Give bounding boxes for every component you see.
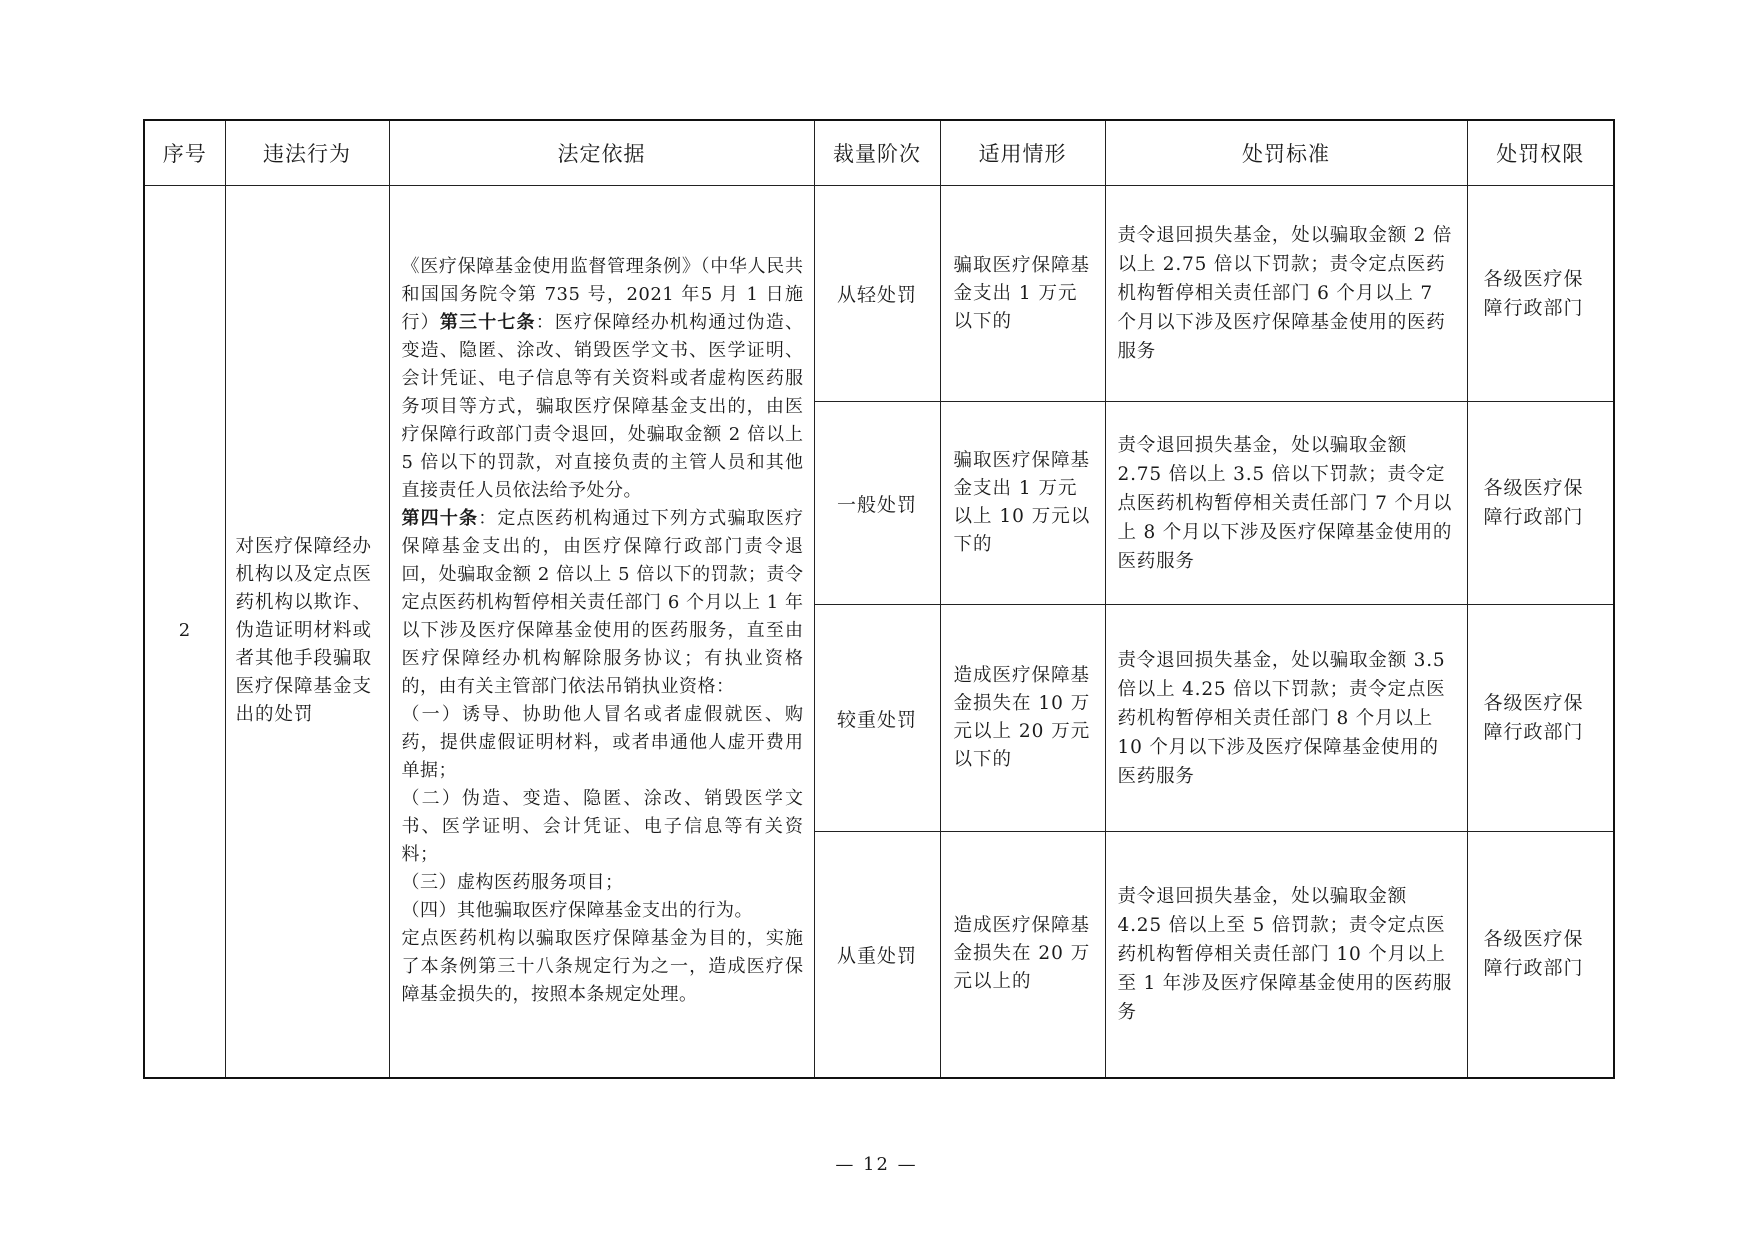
header-seq: 序号	[144, 120, 225, 186]
tier-standard: 责令退回损失基金，处以骗取金额 2.75 倍以上 3.5 倍以下罚款；责令定点医药机构暂停相关责任部门 7 个月以上 8 个月以下涉及医疗保障基金使用的医药服务	[1105, 402, 1467, 605]
tier-authority: 各级医疗保障行政部门	[1467, 605, 1614, 832]
tier-level: 从轻处罚	[814, 186, 940, 402]
article-40-item-4: （四）其他骗取医疗保障基金支出的行为。	[401, 900, 753, 922]
tier-standard: 责令退回损失基金，处以骗取金额 3.5 倍以上 4.25 倍以下罚款；责令定点医药机构暂停相关责任部门 8 个月以上 10 个月以下涉及医疗保障基金使用的医药服务	[1105, 605, 1467, 832]
article-37-title: 第三十七条	[439, 312, 536, 334]
row-seq: 2	[144, 186, 225, 1078]
tier-authority: 各级医疗保障行政部门	[1467, 402, 1614, 605]
page-number: — 12 —	[835, 1154, 918, 1175]
table-header-row	[144, 120, 1614, 186]
header-standard: 处罚标准	[1105, 120, 1467, 186]
header-legal-basis: 法定依据	[389, 120, 814, 186]
tier-condition: 造成医疗保障基金损失在 20 万元以上的	[940, 832, 1105, 1078]
article-40-item-2: （二）伪造、变造、隐匿、涂改、销毁医学文书、医学证明、会计凭证、电子信息等有关资料；	[401, 788, 804, 866]
tier-condition: 骗取医疗保障基金支出 1 万元以上 10 万元以下的	[940, 402, 1105, 605]
article-37-body: ：医疗保障经办机构通过伪造、变造、隐匿、涂改、销毁医学文书、医学证明、会计凭证、电子信息等有关资料或者虚构医药服务项目等方式，骗取医疗保障基金支出的，由医疗保障行政部门责令退回，处骗取金额 2 倍以上 5 倍以下的罚款，对直接负责的主管人员和其他直接责任人员依法给予处分。	[401, 312, 804, 502]
tier-level: 从重处罚	[814, 832, 940, 1078]
header-condition: 适用情形	[940, 120, 1105, 186]
header-authority: 处罚权限	[1467, 120, 1614, 186]
article-40-item-1: （一）诱导、协助他人冒名或者虚假就医、购药，提供虚假证明材料，或者串通他人虚开费用单据；	[401, 704, 804, 782]
legal-basis-text	[402, 253, 804, 1009]
tier-condition: 骗取医疗保障基金支出 1 万元以下的	[940, 186, 1105, 402]
tier-standard: 责令退回损失基金，处以骗取金额 2 倍以上 2.75 倍以下罚款；责令定点医药机构暂停相关责任部门 6 个月以上 7 个月以下涉及医疗保障基金使用的医药服务	[1105, 186, 1467, 402]
tier-authority: 各级医疗保障行政部门	[1467, 186, 1614, 402]
row-violation: 对医疗保障经办机构以及定点医药机构以欺诈、伪造证明材料或者其他手段骗取医疗保障基金支出的处罚	[225, 186, 389, 1078]
tier-condition: 造成医疗保障基金损失在 10 万元以上 20 万元以下的	[940, 605, 1105, 832]
tier-level: 一般处罚	[814, 402, 940, 605]
tier-level: 较重处罚	[814, 605, 940, 832]
article-40-title: 第四十条	[401, 508, 479, 530]
penalty-discretion-table	[143, 119, 1615, 1079]
article-40-tail: 定点医药机构以骗取医疗保障基金为目的，实施了本条例第三十八条规定行为之一，造成医疗保障基金损失的，按照本条规定处理。	[401, 928, 804, 1006]
row-legal-basis	[389, 186, 814, 1078]
header-level: 裁量阶次	[814, 120, 940, 186]
article-40-body: ：定点医药机构通过下列方式骗取医疗保障基金支出的，由医疗保障行政部门责令退回，处骗取金额 2 倍以上 5 倍以下的罚款；责令定点医药机构暂停相关责任部门 6 个月以上 1 年以下涉及医疗保障基金使用的医药服务，直至由医疗保障经办机构解除服务协议；有执业资格的，由有关主管部门依法吊销执业资格：	[401, 508, 804, 698]
table-row	[144, 186, 1614, 402]
tier-standard: 责令退回损失基金，处以骗取金额 4.25 倍以上至 5 倍罚款；责令定点医药机构暂停相关责任部门 10 个月以上至 1 年涉及医疗保障基金使用的医药服务	[1105, 832, 1467, 1078]
header-violation: 违法行为	[225, 120, 389, 186]
basis-regulation-title: 《医疗保障基金使用监督管理条例》（中华人民共和国国务院令第 735 号，2021 年5 月 1 日施行）	[401, 256, 804, 334]
tier-authority: 各级医疗保障行政部门	[1467, 832, 1614, 1078]
article-40-item-3: （三）虚构医药服务项目；	[401, 872, 624, 894]
